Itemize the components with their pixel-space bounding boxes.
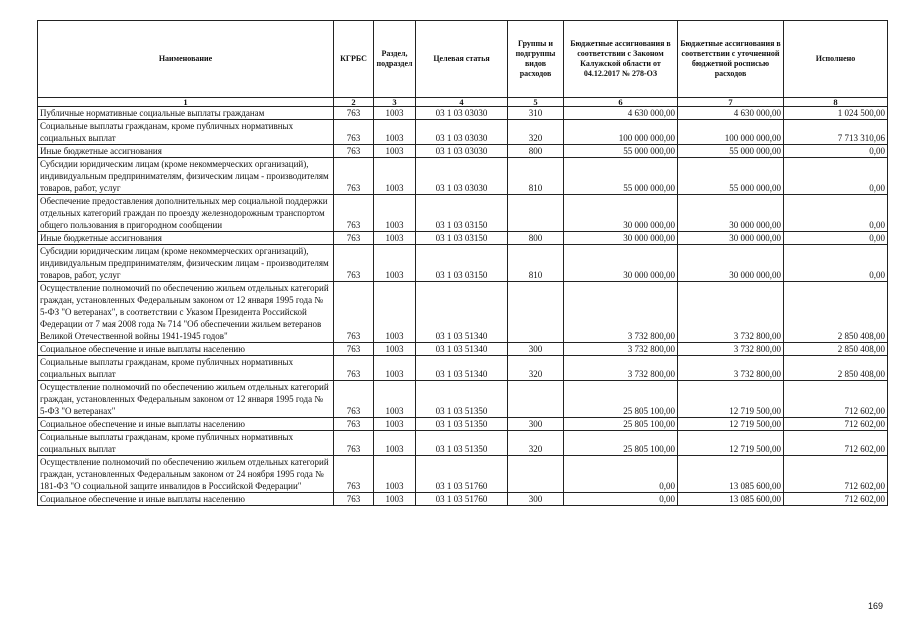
row-roster-allocation-cell: 3 732 800,00 — [678, 356, 784, 381]
row-executed-cell: 712 602,00 — [784, 456, 888, 493]
row-law-allocation-cell: 55 000 000,00 — [564, 158, 678, 195]
row-group-cell: 310 — [508, 107, 564, 120]
row-group-cell: 300 — [508, 343, 564, 356]
column-number: 4 — [416, 98, 508, 107]
row-law-allocation-cell: 55 000 000,00 — [564, 145, 678, 158]
header-expense-group: Группы и подгруппы видов расходов — [508, 21, 564, 98]
header-target-article: Целевая статья — [416, 21, 508, 98]
budget-document — [37, 20, 887, 506]
row-kgrbs-cell: 763 — [334, 107, 374, 120]
header-row — [38, 21, 888, 98]
row-kgrbs-cell: 763 — [334, 356, 374, 381]
table-row — [38, 232, 888, 245]
row-article-cell: 03 1 03 51340 — [416, 282, 508, 343]
row-executed-cell: 712 602,00 — [784, 381, 888, 418]
row-roster-allocation-cell: 30 000 000,00 — [678, 232, 784, 245]
table-row — [38, 431, 888, 456]
row-executed-cell: 0,00 — [784, 232, 888, 245]
row-group-cell: 320 — [508, 356, 564, 381]
column-number: 6 — [564, 98, 678, 107]
row-group-cell: 810 — [508, 245, 564, 282]
row-law-allocation-cell: 0,00 — [564, 493, 678, 506]
table-row — [38, 120, 888, 145]
row-name-cell: Социальное обеспечение и иные выплаты населению — [38, 343, 334, 356]
column-number: 2 — [334, 98, 374, 107]
row-name-cell: Иные бюджетные ассигнования — [38, 145, 334, 158]
row-law-allocation-cell: 4 630 000,00 — [564, 107, 678, 120]
row-executed-cell: 2 850 408,00 — [784, 356, 888, 381]
column-number: 3 — [374, 98, 416, 107]
header-executed: Исполнено — [784, 21, 888, 98]
row-kgrbs-cell: 763 — [334, 145, 374, 158]
row-name-cell: Публичные нормативные социальные выплаты гражданам — [38, 107, 334, 120]
row-law-allocation-cell: 0,00 — [564, 456, 678, 493]
row-name-cell: Субсидии юридическим лицам (кроме некоммерческих организаций), индивидуальным предпринимателям, физическим лицам - производителям товаров, работ, услуг — [38, 245, 334, 282]
row-law-allocation-cell: 30 000 000,00 — [564, 245, 678, 282]
row-kgrbs-cell: 763 — [334, 381, 374, 418]
row-law-allocation-cell: 3 732 800,00 — [564, 282, 678, 343]
row-name-cell: Социальные выплаты гражданам, кроме публичных нормативных социальных выплат — [38, 431, 334, 456]
row-law-allocation-cell: 25 805 100,00 — [564, 431, 678, 456]
row-section-cell: 1003 — [374, 245, 416, 282]
table-row — [38, 456, 888, 493]
row-executed-cell: 712 602,00 — [784, 418, 888, 431]
row-section-cell: 1003 — [374, 232, 416, 245]
row-section-cell: 1003 — [374, 107, 416, 120]
column-number: 5 — [508, 98, 564, 107]
row-name-cell: Социальное обеспечение и иные выплаты населению — [38, 418, 334, 431]
row-article-cell: 03 1 03 03150 — [416, 195, 508, 232]
row-group-cell: 300 — [508, 493, 564, 506]
row-kgrbs-cell: 763 — [334, 418, 374, 431]
row-article-cell: 03 1 03 51340 — [416, 356, 508, 381]
header-name: Наименование — [38, 21, 334, 98]
row-roster-allocation-cell: 13 085 600,00 — [678, 493, 784, 506]
row-group-cell: 800 — [508, 232, 564, 245]
row-executed-cell: 1 024 500,00 — [784, 107, 888, 120]
row-name-cell: Осуществление полномочий по обеспечению жильем отдельных категорий граждан, установленных Федеральным законом от 12 января 1995 года № 5-ФЗ "О ветеранах" — [38, 381, 334, 418]
row-article-cell: 03 1 03 51350 — [416, 381, 508, 418]
header-section: Раздел, подраздел — [374, 21, 416, 98]
row-article-cell: 03 1 03 51350 — [416, 431, 508, 456]
column-number: 7 — [678, 98, 784, 107]
row-kgrbs-cell: 763 — [334, 493, 374, 506]
row-article-cell: 03 1 03 03030 — [416, 120, 508, 145]
row-article-cell: 03 1 03 51760 — [416, 456, 508, 493]
row-kgrbs-cell: 763 — [334, 431, 374, 456]
row-article-cell: 03 1 03 51340 — [416, 343, 508, 356]
table-row — [38, 356, 888, 381]
row-group-cell — [508, 282, 564, 343]
row-law-allocation-cell: 25 805 100,00 — [564, 381, 678, 418]
row-group-cell — [508, 456, 564, 493]
row-roster-allocation-cell: 30 000 000,00 — [678, 245, 784, 282]
table-row — [38, 107, 888, 120]
page-number: 169 — [867, 601, 883, 611]
row-name-cell: Осуществление полномочий по обеспечению жильем отдельных категорий граждан, установленных Федеральным законом от 24 ноября 1995 года № 181-ФЗ "О социальной защите инвалидов в Российской Федерации" — [38, 456, 334, 493]
row-section-cell: 1003 — [374, 431, 416, 456]
row-executed-cell: 0,00 — [784, 158, 888, 195]
column-number: 8 — [784, 98, 888, 107]
row-roster-allocation-cell: 12 719 500,00 — [678, 431, 784, 456]
row-executed-cell: 7 713 310,06 — [784, 120, 888, 145]
row-roster-allocation-cell: 12 719 500,00 — [678, 381, 784, 418]
row-kgrbs-cell: 763 — [334, 456, 374, 493]
row-law-allocation-cell: 3 732 800,00 — [564, 356, 678, 381]
row-article-cell: 03 1 03 03030 — [416, 145, 508, 158]
row-article-cell: 03 1 03 03150 — [416, 232, 508, 245]
row-group-cell — [508, 381, 564, 418]
table-row — [38, 343, 888, 356]
table-row — [38, 282, 888, 343]
row-article-cell: 03 1 03 03150 — [416, 245, 508, 282]
row-executed-cell: 712 602,00 — [784, 493, 888, 506]
row-article-cell: 03 1 03 03030 — [416, 107, 508, 120]
row-executed-cell: 2 850 408,00 — [784, 282, 888, 343]
row-executed-cell: 0,00 — [784, 245, 888, 282]
row-name-cell: Иные бюджетные ассигнования — [38, 232, 334, 245]
row-law-allocation-cell: 100 000 000,00 — [564, 120, 678, 145]
row-group-cell: 320 — [508, 120, 564, 145]
table-row — [38, 245, 888, 282]
row-executed-cell: 0,00 — [784, 195, 888, 232]
row-kgrbs-cell: 763 — [334, 245, 374, 282]
row-section-cell: 1003 — [374, 456, 416, 493]
row-executed-cell: 0,00 — [784, 145, 888, 158]
row-group-cell: 320 — [508, 431, 564, 456]
table-row — [38, 195, 888, 232]
row-roster-allocation-cell: 12 719 500,00 — [678, 418, 784, 431]
row-kgrbs-cell: 763 — [334, 195, 374, 232]
row-executed-cell: 2 850 408,00 — [784, 343, 888, 356]
table-row — [38, 418, 888, 431]
row-section-cell: 1003 — [374, 343, 416, 356]
row-law-allocation-cell: 30 000 000,00 — [564, 195, 678, 232]
column-number-row — [38, 98, 888, 107]
header-kgrbs: КГРБС — [334, 21, 374, 98]
table-row — [38, 381, 888, 418]
row-roster-allocation-cell: 55 000 000,00 — [678, 158, 784, 195]
row-section-cell: 1003 — [374, 120, 416, 145]
row-name-cell: Социальное обеспечение и иные выплаты населению — [38, 493, 334, 506]
row-section-cell: 1003 — [374, 418, 416, 431]
row-group-cell — [508, 195, 564, 232]
row-roster-allocation-cell: 13 085 600,00 — [678, 456, 784, 493]
row-article-cell: 03 1 03 51350 — [416, 418, 508, 431]
row-group-cell: 800 — [508, 145, 564, 158]
row-kgrbs-cell: 763 — [334, 232, 374, 245]
header-law-allocation: Бюджетные ассигнования в соответствии с Законом Калужской области от 04.12.2017 № 278-ОЗ — [564, 21, 678, 98]
row-name-cell: Субсидии юридическим лицам (кроме некоммерческих организаций), индивидуальным предпринимателям, физическим лицам - производителям товаров, работ, услуг — [38, 158, 334, 195]
row-section-cell: 1003 — [374, 195, 416, 232]
table-row — [38, 158, 888, 195]
row-section-cell: 1003 — [374, 493, 416, 506]
column-number: 1 — [38, 98, 334, 107]
row-roster-allocation-cell: 100 000 000,00 — [678, 120, 784, 145]
row-law-allocation-cell: 3 732 800,00 — [564, 343, 678, 356]
row-roster-allocation-cell: 4 630 000,00 — [678, 107, 784, 120]
row-roster-allocation-cell: 55 000 000,00 — [678, 145, 784, 158]
row-section-cell: 1003 — [374, 381, 416, 418]
row-kgrbs-cell: 763 — [334, 282, 374, 343]
row-article-cell: 03 1 03 51760 — [416, 493, 508, 506]
row-group-cell: 810 — [508, 158, 564, 195]
row-name-cell: Обеспечение предоставления дополнительных мер социальной поддержки отдельных категорий граждан по проезду железнодорожным транспортом общего пользования в пригородном сообщении — [38, 195, 334, 232]
row-name-cell: Социальные выплаты гражданам, кроме публичных нормативных социальных выплат — [38, 120, 334, 145]
row-kgrbs-cell: 763 — [334, 343, 374, 356]
table-row — [38, 493, 888, 506]
table-body — [38, 107, 888, 506]
row-section-cell: 1003 — [374, 282, 416, 343]
budget-table — [37, 20, 888, 506]
row-law-allocation-cell: 30 000 000,00 — [564, 232, 678, 245]
row-roster-allocation-cell: 30 000 000,00 — [678, 195, 784, 232]
header-roster-allocation: Бюджетные ассигнования в соответствии с уточненной бюджетной росписью расходов — [678, 21, 784, 98]
row-kgrbs-cell: 763 — [334, 158, 374, 195]
row-group-cell: 300 — [508, 418, 564, 431]
row-name-cell: Осуществление полномочий по обеспечению жильем отдельных категорий граждан, установленных Федеральным законом от 12 января 1995 года № 5-ФЗ "О ветеранах", в соответствии с Указом Президента Российской Федерации от 7 мая 2008 года № 714 "Об обеспечении жильем ветеранов Великой Отечественной войны 1941-1945 годов" — [38, 282, 334, 343]
row-section-cell: 1003 — [374, 145, 416, 158]
row-executed-cell: 712 602,00 — [784, 431, 888, 456]
row-section-cell: 1003 — [374, 356, 416, 381]
table-row — [38, 145, 888, 158]
row-section-cell: 1003 — [374, 158, 416, 195]
row-law-allocation-cell: 25 805 100,00 — [564, 418, 678, 431]
row-roster-allocation-cell: 3 732 800,00 — [678, 343, 784, 356]
row-name-cell: Социальные выплаты гражданам, кроме публичных нормативных социальных выплат — [38, 356, 334, 381]
row-kgrbs-cell: 763 — [334, 120, 374, 145]
row-roster-allocation-cell: 3 732 800,00 — [678, 282, 784, 343]
row-article-cell: 03 1 03 03030 — [416, 158, 508, 195]
